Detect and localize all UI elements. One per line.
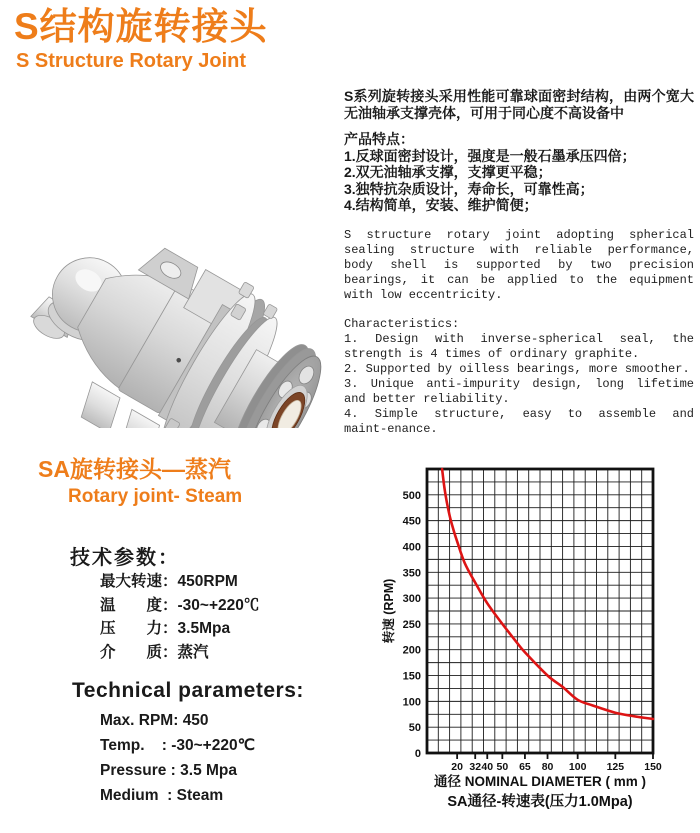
x-tick-label: 100 (568, 761, 587, 773)
characteristics-line: 2. Supported by oilless bearings, more smoother. (344, 361, 690, 376)
param-row (100, 733, 255, 758)
y-tick-label: 400 (402, 541, 421, 554)
param-row (100, 617, 259, 641)
sa-section-header (38, 458, 242, 506)
param-row (100, 594, 259, 618)
y-tick-label: 350 (402, 567, 421, 580)
page-title: S结构旋转接头 (14, 6, 268, 47)
y-tick-label: 150 (402, 670, 421, 683)
page-header (14, 8, 268, 71)
feature-item: 2.双无油轴承支撑，支撑更平稳； (344, 164, 552, 180)
param-row (100, 708, 255, 733)
intro-en-line: bearings, it can be applied to the equipment (344, 272, 694, 287)
param-value: 3.5Mpa (177, 620, 231, 637)
param-label: Temp. : (100, 737, 172, 754)
x-tick-label: 125 (606, 761, 625, 773)
characteristics-line: maint-enance. (344, 421, 438, 436)
feature-item: 4.结构简单，安装、维护简便； (344, 197, 538, 213)
y-axis-label: 转速 (RPM) (382, 578, 396, 644)
param-value: 450RPM (177, 573, 238, 590)
characteristics-line: 4. Simple structure, easy to assemble and (344, 406, 694, 421)
tech-params-en-heading: Technical parameters: (72, 679, 304, 702)
page-subtitle: S Structure Rotary Joint (16, 50, 247, 72)
tech-params-cn-heading: 技术参数： (70, 547, 180, 569)
param-value: 450 (182, 712, 209, 729)
tech-params-en-rows (100, 708, 255, 808)
feature-item: 3.独特抗杂质设计，寿命长，可靠性高； (344, 180, 594, 197)
features-heading: 产品特点： (344, 131, 414, 147)
y-tick-label: 500 (402, 489, 421, 502)
y-tick-label: 0 (414, 748, 421, 760)
param-row (100, 570, 259, 594)
characteristics-line: strength is 4 times of ordinary graphite. (344, 346, 640, 361)
y-tick-label: 300 (402, 593, 421, 606)
x-tick-label: 50 (496, 761, 509, 773)
x-tick-label: 40 (481, 761, 494, 773)
param-value: -30~+220℃ (171, 737, 255, 754)
param-value: 3.5 Mpa (180, 762, 237, 779)
characteristics-line: 1. Design with inverse-spherical seal, the (344, 331, 694, 346)
speed-diameter-chart (380, 450, 700, 833)
param-label: 温 度： (100, 596, 178, 614)
speed-curve (442, 469, 653, 719)
features-cn (344, 131, 694, 214)
flange-bolt (263, 304, 278, 319)
param-label: 介 质： (100, 643, 178, 661)
param-value: Steam (176, 787, 224, 804)
y-tick-label: 100 (402, 696, 421, 709)
x-tick-label: 20 (451, 761, 463, 773)
param-label: Max. RPM: (100, 712, 183, 729)
feature-item: 1.反球面密封设计，强度是一般石墨承压四倍； (344, 147, 636, 164)
sa-heading-en: Rotary joint- Steam (68, 486, 243, 507)
intro-en-line: body shell is supported by two precision (344, 257, 694, 272)
product-drawing (12, 98, 342, 428)
param-row (100, 641, 259, 665)
intro-cn: S系列旋转接头采用性能可靠球面密封结构，由两个宽大无油轴承支撑壳体，可用于同心度不高设备中 (344, 88, 694, 121)
param-value: -30~+220℃ (177, 596, 260, 614)
intro-en (344, 228, 694, 303)
chart-title: SA通径-转速表(压力1.0Mpa) (447, 794, 633, 810)
x-tick-label: 150 (644, 761, 662, 773)
rotary-joint-assembly (12, 198, 342, 428)
x-axis-label: 通径 NOMINAL DIAMETER ( mm ) (434, 774, 646, 789)
y-tick-label: 200 (402, 644, 421, 657)
intro-en-line: sealing structure with reliable performance, (344, 242, 694, 257)
param-row (100, 783, 255, 808)
x-tick-label: 65 (519, 761, 531, 773)
param-value: 蒸汽 (177, 643, 209, 661)
param-row (100, 758, 255, 783)
intro-en-line: with low eccentricity. (344, 287, 503, 302)
y-tick-label: 50 (408, 722, 421, 735)
characteristics-en (344, 317, 694, 437)
param-label: 压 力： (100, 620, 178, 637)
characteristics-line: and better reliability. (344, 391, 510, 406)
y-tick-label: 450 (402, 515, 421, 528)
y-tick-label: 250 (402, 618, 421, 631)
sa-heading-cn: SA旋转接头—蒸汽 (38, 456, 231, 482)
characteristics-line: 3. Unique anti-impurity design, long lifetime (344, 376, 694, 391)
param-label: 最大转速： (100, 573, 178, 590)
param-label: Pressure : (100, 762, 181, 779)
characteristics-heading: Characteristics: (344, 316, 460, 331)
x-tick-label: 32 (469, 761, 482, 773)
tech-params-cn-rows (100, 570, 259, 664)
description-column (344, 88, 694, 437)
x-tick-label: 80 (541, 761, 554, 773)
param-label: Medium : (100, 787, 177, 804)
intro-en-line: S structure rotary joint adopting spherical (344, 227, 694, 242)
